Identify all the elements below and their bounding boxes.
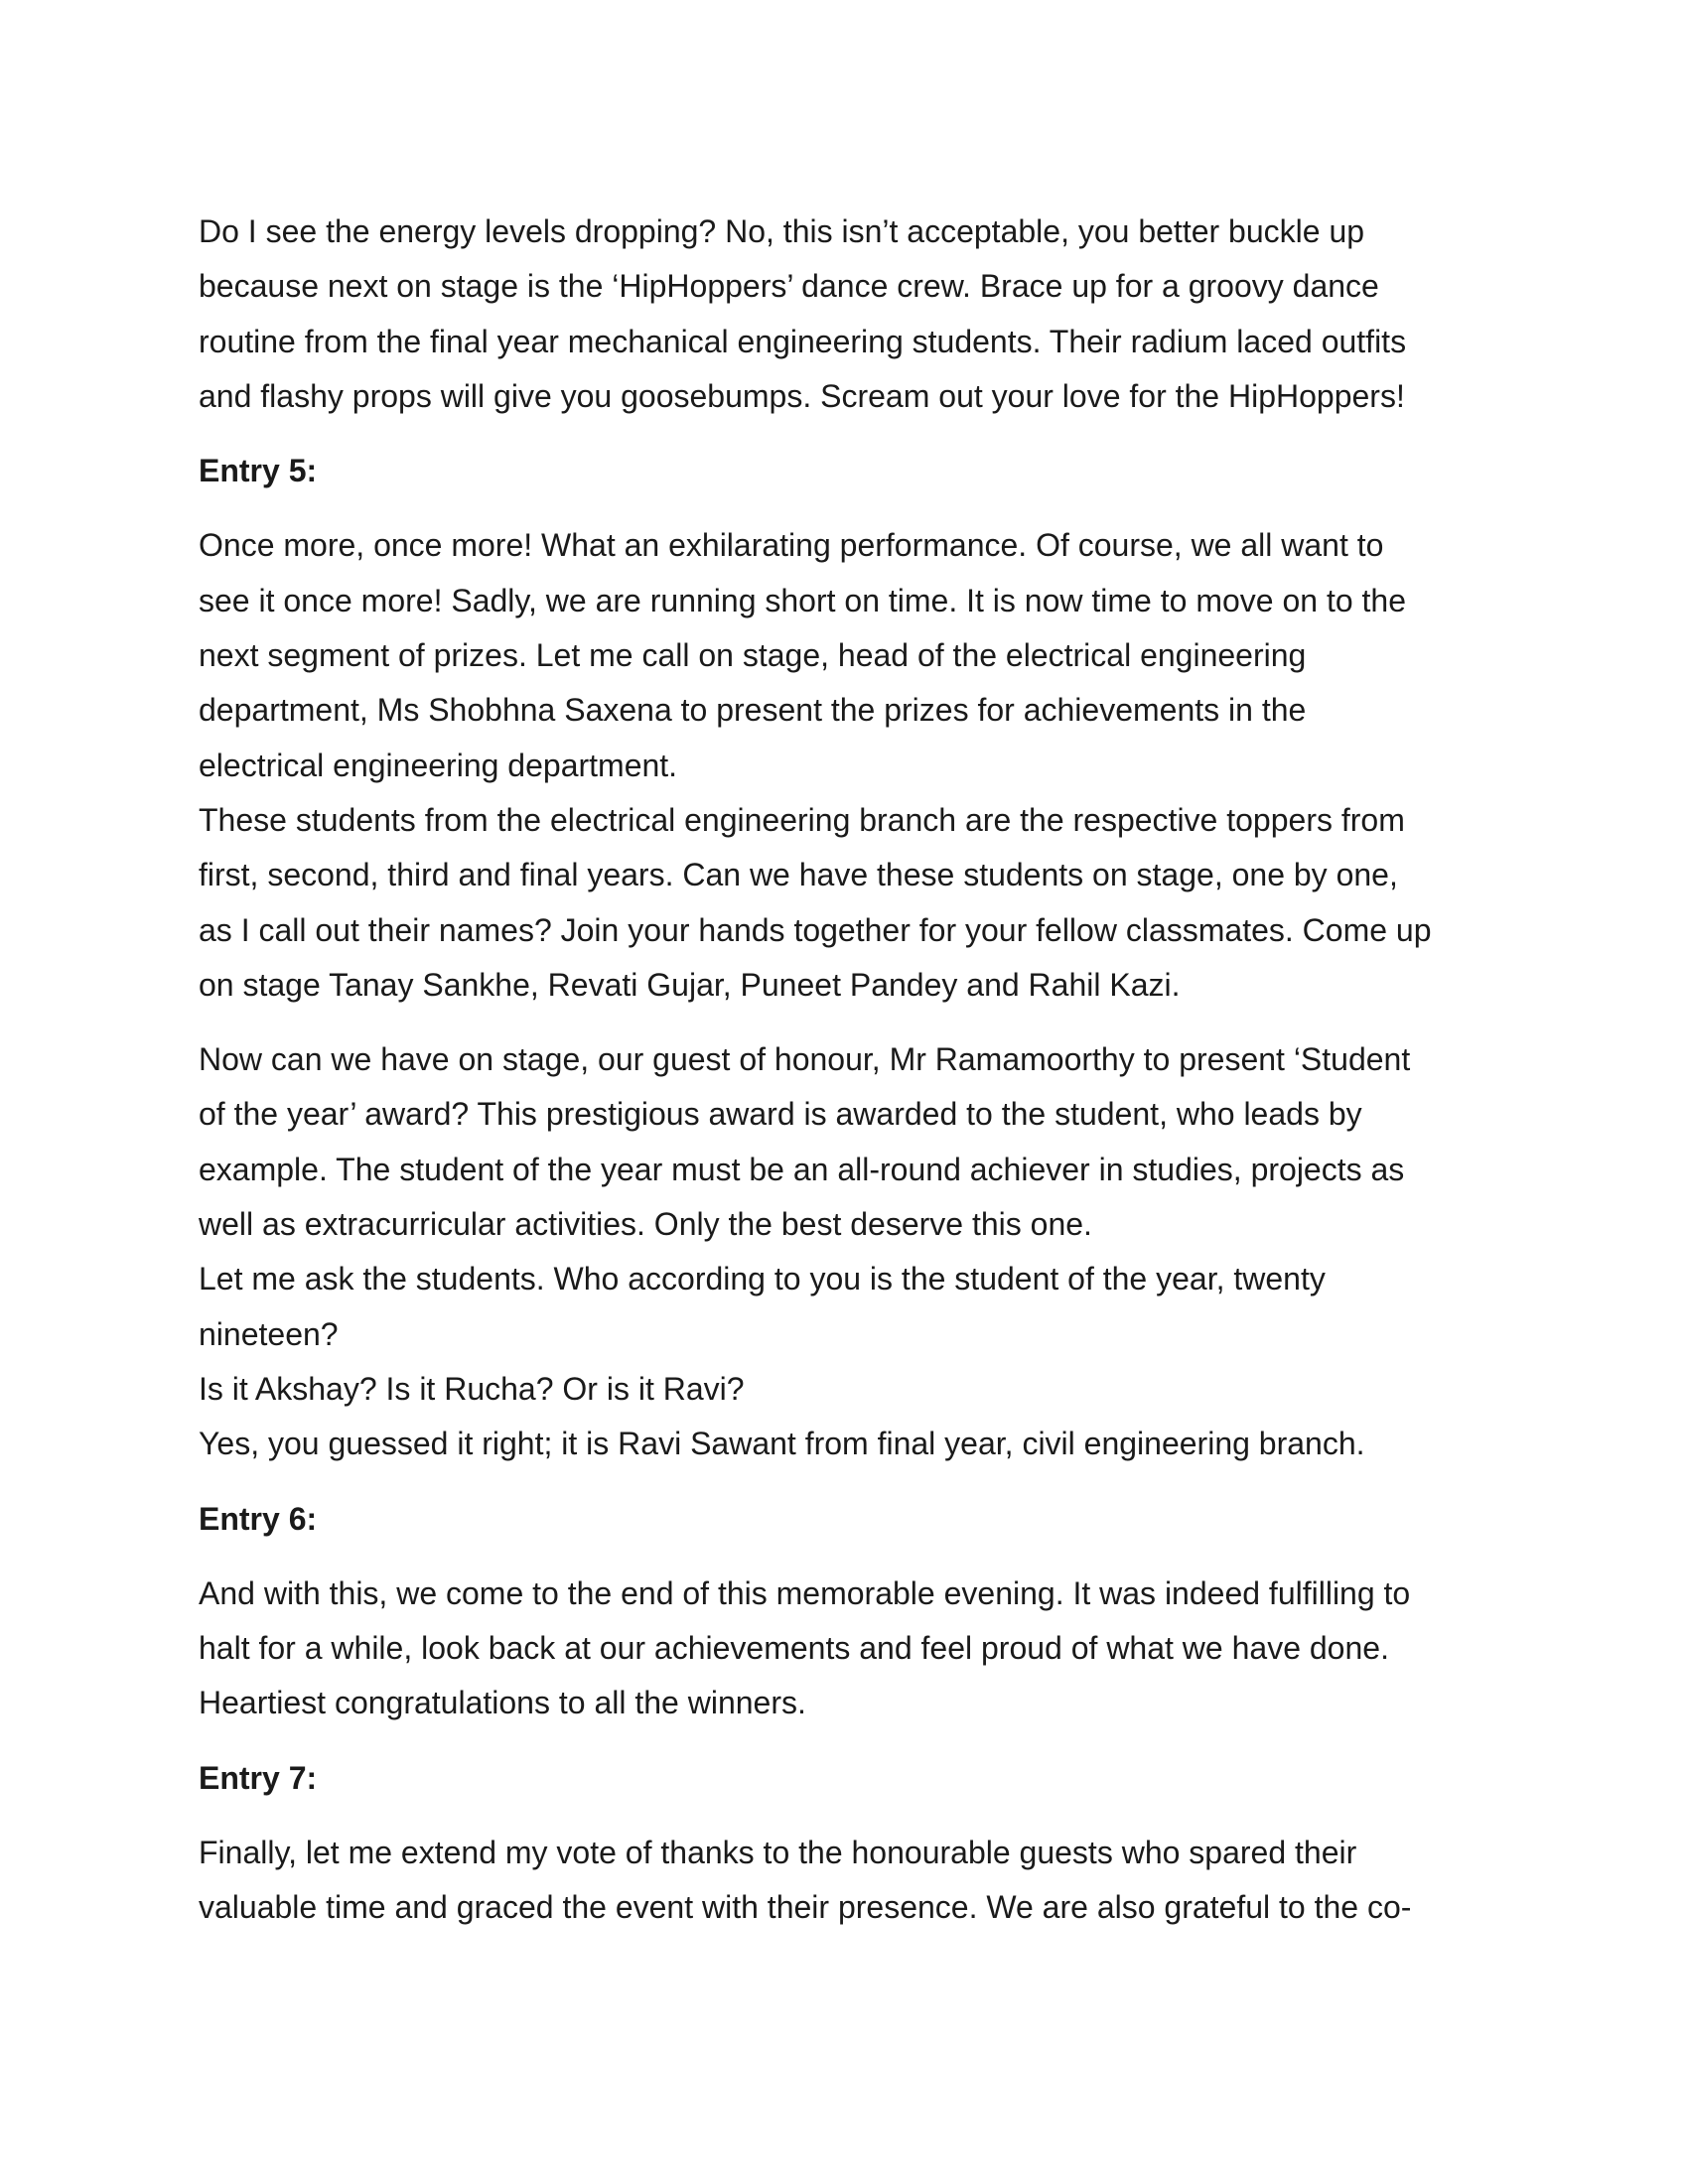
- text-line: because next on stage is the ‘HipHoppers’ dance crew. Brace up for a groovy dance: [199, 268, 1379, 305]
- heading-entry-5: Entry 5:: [199, 453, 318, 489]
- spacer: [199, 1731, 1489, 1751]
- text-line: example. The student of the year must be an all-round achiever in studies, projects as: [199, 1151, 1405, 1187]
- text-line: on stage Tanay Sankhe, Revati Gujar, Puneet Pandey and Rahil Kazi.: [199, 966, 1181, 1003]
- spacer: [199, 498, 1489, 518]
- text-line: These students from the electrical engineering branch are the respective toppers from: [199, 801, 1405, 838]
- text-line: well as extracurricular activities. Only the best deserve this one.: [199, 1206, 1092, 1243]
- heading-entry-6: Entry 6:: [199, 1500, 318, 1537]
- text-line: Yes, you guessed it right; it is Ravi Sawant from final year, civil engineering branch.: [199, 1426, 1365, 1462]
- text-line: And with this, we come to the end of this memorable evening. It was indeed fulfilling to: [199, 1574, 1411, 1611]
- spacer: [199, 1547, 1489, 1567]
- text-line: department, Ms Shobhna Saxena to present the prizes for achievements in the: [199, 692, 1307, 729]
- paragraph-hiphoppers-intro: [199, 205, 1489, 424]
- paragraph-electrical-prizes: [199, 518, 1489, 1013]
- text-line: electrical engineering department.: [199, 747, 678, 783]
- text-line: Finally, let me extend my vote of thanks to the honourable guests who spared their: [199, 1835, 1357, 1871]
- text-line: halt for a while, look back at our achievements and feel proud of what we have done.: [199, 1630, 1389, 1667]
- text-line: Once more, once more! What an exhilarating performance. Of course, we all want to: [199, 527, 1384, 564]
- text-line: and flashy props will give you goosebumps. Scream out your love for the HipHoppers!: [199, 377, 1405, 414]
- spacer: [199, 1806, 1489, 1826]
- spacer: [199, 424, 1489, 444]
- text-line: nineteen?: [199, 1315, 339, 1352]
- spacer: [199, 1472, 1489, 1492]
- text-line: next segment of prizes. Let me call on stage, head of the electrical engineering: [199, 637, 1307, 674]
- text-line: routine from the final year mechanical engineering students. Their radium laced outfits: [199, 323, 1407, 359]
- text-line: of the year’ award? This prestigious award is awarded to the student, who leads by: [199, 1096, 1362, 1133]
- heading-entry-7: Entry 7:: [199, 1759, 318, 1796]
- text-line: first, second, third and final years. Can we have these students on stage, one by one,: [199, 857, 1398, 893]
- paragraph-vote-of-thanks: [199, 1826, 1489, 1936]
- paragraph-student-of-year: [199, 1032, 1489, 1471]
- document-body: [199, 205, 1489, 1936]
- spacer: [199, 1013, 1489, 1032]
- paragraph-closing: [199, 1567, 1489, 1731]
- text-line: Heartiest congratulations to all the winners.: [199, 1685, 806, 1721]
- text-line: Let me ask the students. Who according to you is the student of the year, twenty: [199, 1261, 1326, 1297]
- text-line: Do I see the energy levels dropping? No, this isn’t acceptable, you better buckle up: [199, 213, 1365, 249]
- text-line: Is it Akshay? Is it Rucha? Or is it Ravi?: [199, 1370, 745, 1407]
- text-line: see it once more! Sadly, we are running short on time. It is now time to move on to the: [199, 582, 1406, 618]
- text-line: valuable time and graced the event with their presence. We are also grateful to the co-: [199, 1889, 1412, 1926]
- text-line: as I call out their names? Join your hands together for your fellow classmates. Come up: [199, 911, 1432, 948]
- text-line: Now can we have on stage, our guest of honour, Mr Ramamoorthy to present ‘Student: [199, 1041, 1411, 1078]
